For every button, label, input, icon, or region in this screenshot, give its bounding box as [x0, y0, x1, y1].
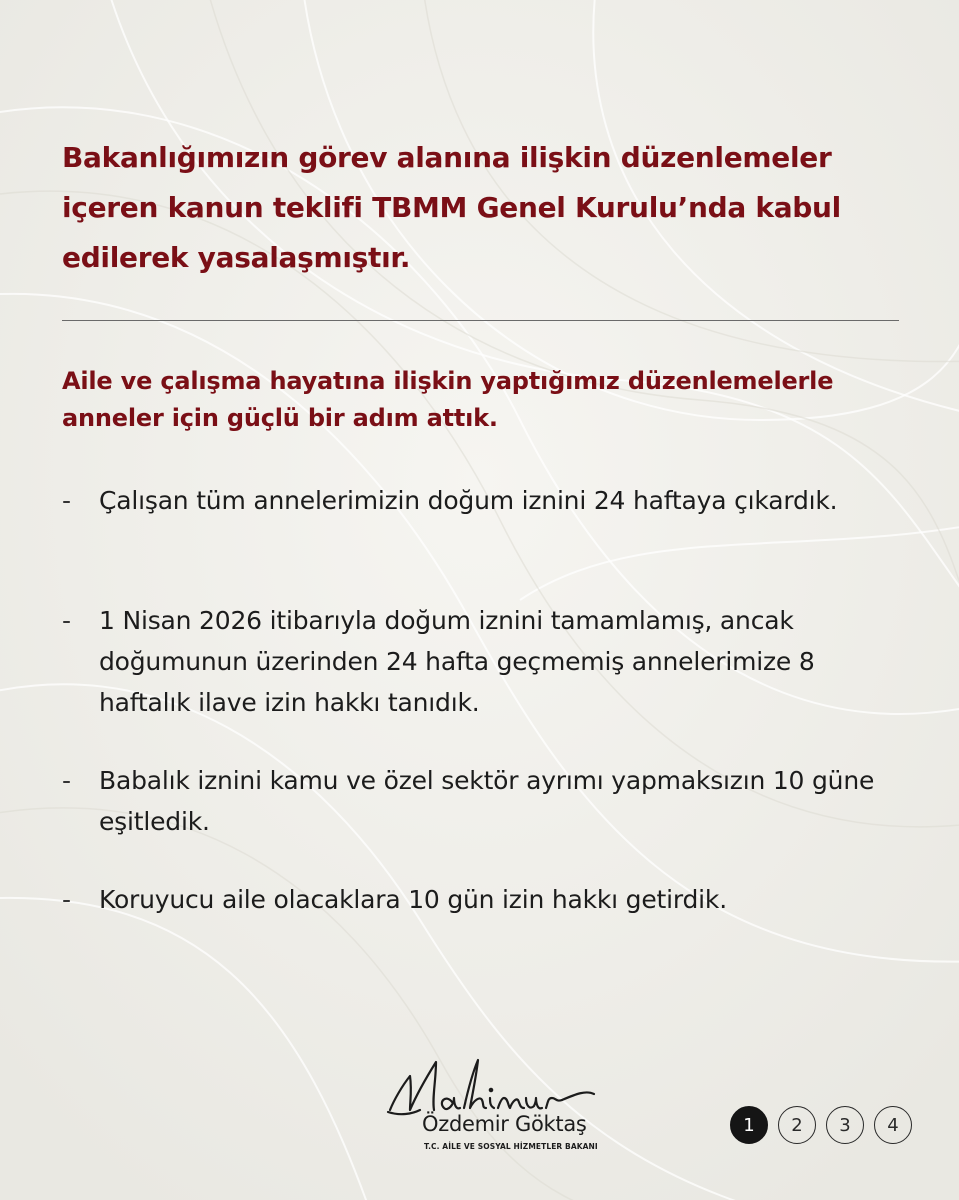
bullet-item — [62, 760, 912, 842]
bullet-dash: - — [62, 885, 71, 914]
bullet-item — [62, 480, 912, 521]
bullet-item — [62, 600, 912, 723]
bullet-item — [62, 879, 912, 920]
page-indicator-1[interactable]: 1 — [730, 1106, 768, 1144]
bullet-dash: - — [62, 486, 71, 515]
bullet-text: Babalık iznini kamu ve özel sektör ayrımı yapmaksızın 10 güne eşitledik. — [99, 766, 875, 836]
bullet-dash: - — [62, 766, 71, 795]
pagination — [730, 1106, 912, 1146]
page-indicator-4[interactable]: 4 — [874, 1106, 912, 1144]
bullet-text: 1 Nisan 2026 itibarıyla doğum iznini tamamlamış, ancak doğumunun üzerinden 24 hafta geçmemiş annelerimize 8 haftalık ilave izin hakkı tanıdık. — [99, 606, 815, 717]
signature-full-name: Özdemir Göktaş — [422, 1112, 587, 1136]
bullet-text: Koruyucu aile olacaklara 10 gün izin hakkı getirdik. — [99, 885, 727, 914]
page-indicator-3[interactable]: 3 — [826, 1106, 864, 1144]
signature-logo — [380, 1050, 600, 1160]
page-indicator-2[interactable]: 2 — [778, 1106, 816, 1144]
divider — [62, 320, 899, 321]
headline: Bakanlığımızın görev alanına ilişkin düzenlemeler içeren kanun teklifi TBMM Genel Kurulu’nda kabul edilerek yasalaşmıştır. — [62, 141, 841, 274]
bullet-text: Çalışan tüm annelerimizin doğum iznini 24 haftaya çıkardık. — [99, 486, 838, 515]
signature-title: T.C. AİLE VE SOSYAL HİZMETLER BAKANI — [424, 1142, 598, 1151]
subheadline: Aile ve çalışma hayatına ilişkin yaptığımız düzenlemelerle anneler için güçlü bir adım attık. — [62, 367, 834, 432]
bullet-dash: - — [62, 606, 71, 635]
